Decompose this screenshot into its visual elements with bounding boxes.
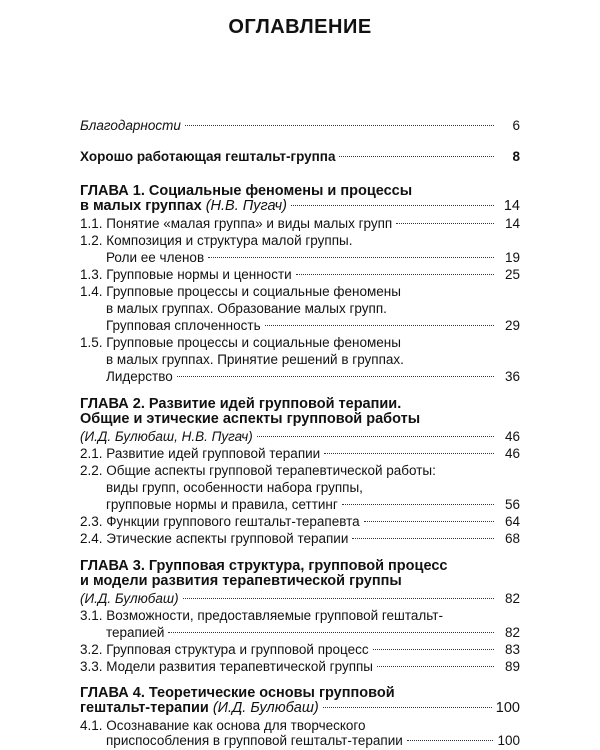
toc-entry-1-2[interactable]: 1.2. Композиция и структура малой группы. <box>80 233 353 248</box>
toc-entry-title: 2.4. Этические аспекты групповой терапии <box>80 531 349 546</box>
dot-leader <box>183 598 494 599</box>
chapter-3-heading[interactable]: ГЛАВА 3. Групповая структура, групповой процесс <box>80 558 448 574</box>
toc-entry-1-4[interactable]: 1.4. Групповые процессы и социальные феномены <box>80 284 401 299</box>
toc-entry-title: 2.3. Функции группового гештальт-терапевта <box>80 514 360 529</box>
dot-leader <box>323 707 492 708</box>
toc-entry-title: Благодарности <box>80 118 181 133</box>
toc-entry-3-3[interactable] <box>80 657 520 676</box>
toc-entry-title: терапией <box>106 625 165 640</box>
dot-leader <box>352 538 494 539</box>
toc-page-number: 82 <box>504 591 520 606</box>
dot-leader <box>257 436 494 437</box>
toc-page-number: 6 <box>512 118 520 133</box>
toc-entry-2-2[interactable]: 2.2. Общие аспекты групповой терапевтической работы: <box>80 463 436 478</box>
toc-entry-title: групповые нормы и правила, сеттинг <box>106 497 338 512</box>
toc-entry-title: Лидерство <box>106 369 173 384</box>
toc-page-number: 68 <box>504 531 520 546</box>
toc-page-number: 8 <box>512 149 520 164</box>
toc-page-number: 83 <box>504 642 520 657</box>
dot-leader <box>324 453 494 454</box>
dot-leader <box>296 274 494 275</box>
toc-page-number: 25 <box>504 267 520 282</box>
toc-entry-title: 3.3. Модели развития терапевтической группы <box>80 659 374 674</box>
dot-leader <box>373 649 494 650</box>
toc-entry-title: Роли ее членов <box>106 250 205 265</box>
dot-leader <box>342 504 494 505</box>
chapter-1-author: (Н.В. Пугач) <box>205 198 287 214</box>
toc-page-number: 36 <box>504 369 520 384</box>
toc-entry-title: Хорошо работающая гештальт-группа <box>80 149 336 164</box>
dot-leader <box>407 740 494 741</box>
toc-page-number: 64 <box>504 514 520 529</box>
toc-page-number: 14 <box>504 216 520 231</box>
dot-leader <box>208 257 494 258</box>
toc-page-number: 19 <box>504 250 520 265</box>
dot-leader <box>185 125 494 126</box>
toc-page-number: 82 <box>504 625 520 640</box>
toc-entry-title: 1.3. Групповые нормы и ценности <box>80 267 292 282</box>
toc-entry-1-4-line2[interactable]: в малых группах. Образование малых групп. <box>106 301 387 316</box>
chapter-2-author: (И.Д. Булюбаш, Н.В. Пугач) <box>80 429 253 444</box>
toc-entry-title: 2.1. Развитие идей групповой терапии <box>80 446 321 461</box>
toc-entry-2-4[interactable] <box>80 529 520 548</box>
toc-entry-4-1[interactable]: 4.1. Осознавание как основа для творческого <box>80 718 366 733</box>
dot-leader <box>339 156 494 157</box>
dot-leader <box>265 325 494 326</box>
dot-leader <box>377 666 494 667</box>
dot-leader <box>168 632 494 633</box>
toc-page-number: 29 <box>504 318 520 333</box>
toc-entry-title: Групповая сплоченность <box>106 318 261 333</box>
chapter-3-author: (И.Д. Булюбаш) <box>80 591 179 606</box>
page-title: ОГЛАВЛЕНИЕ <box>228 16 372 38</box>
dot-leader <box>364 521 494 522</box>
toc-page-number: 46 <box>504 429 520 444</box>
chapter-4-heading[interactable]: ГЛАВА 4. Теоретические основы групповой <box>80 685 395 701</box>
toc-entry-1-5-line2[interactable]: в малых группах. Принятие решений в группах. <box>106 352 404 367</box>
toc-page-number: 89 <box>504 659 520 674</box>
toc-page-number: 100 <box>495 700 520 716</box>
toc-page-number: 100 <box>497 733 520 748</box>
toc-entry-title: 1.1. Понятие «малая группа» и виды малых групп <box>80 216 393 231</box>
chapter-1-heading[interactable]: ГЛАВА 1. Социальные феномены и процессы <box>80 183 413 199</box>
toc-entry-title: 3.2. Групповая структура и групповой процесс <box>80 642 369 657</box>
chapter-4-title-cont: гештальт-терапии <box>80 700 209 716</box>
dot-leader <box>396 223 494 224</box>
toc-entry-3-1[interactable]: 3.1. Возможности, предоставляемые групповой гештальт- <box>80 608 443 623</box>
toc-entry-acknowledgements[interactable] <box>80 116 520 135</box>
toc-entry-intro[interactable] <box>80 147 520 166</box>
chapter-3-heading-line2[interactable]: и модели развития терапевтической группы <box>80 573 402 589</box>
toc-page-number: 46 <box>504 446 520 461</box>
toc-entry-2-2-line2[interactable]: виды групп, особенности набора группы, <box>106 480 363 495</box>
chapter-2-heading-line2[interactable]: Общие и этические аспекты групповой работы <box>80 411 421 427</box>
toc-page-number: 14 <box>503 198 520 214</box>
dot-leader <box>177 376 494 377</box>
dot-leader <box>291 205 494 206</box>
toc-entry-4-1-cont[interactable] <box>106 731 520 750</box>
chapter-4-author: (И.Д. Булюбаш) <box>212 700 319 716</box>
chapter-1-title-cont: в малых группах <box>80 198 202 214</box>
toc-page-number: 56 <box>504 497 520 512</box>
toc-entry-1-5[interactable]: 1.5. Групповые процессы и социальные феномены <box>80 335 401 350</box>
toc-entry-title: приспособления в групповой гештальт-терапии <box>106 733 403 748</box>
toc-entry-1-5-line3[interactable] <box>106 367 520 386</box>
chapter-2-heading[interactable]: ГЛАВА 2. Развитие идей групповой терапии. <box>80 396 402 412</box>
